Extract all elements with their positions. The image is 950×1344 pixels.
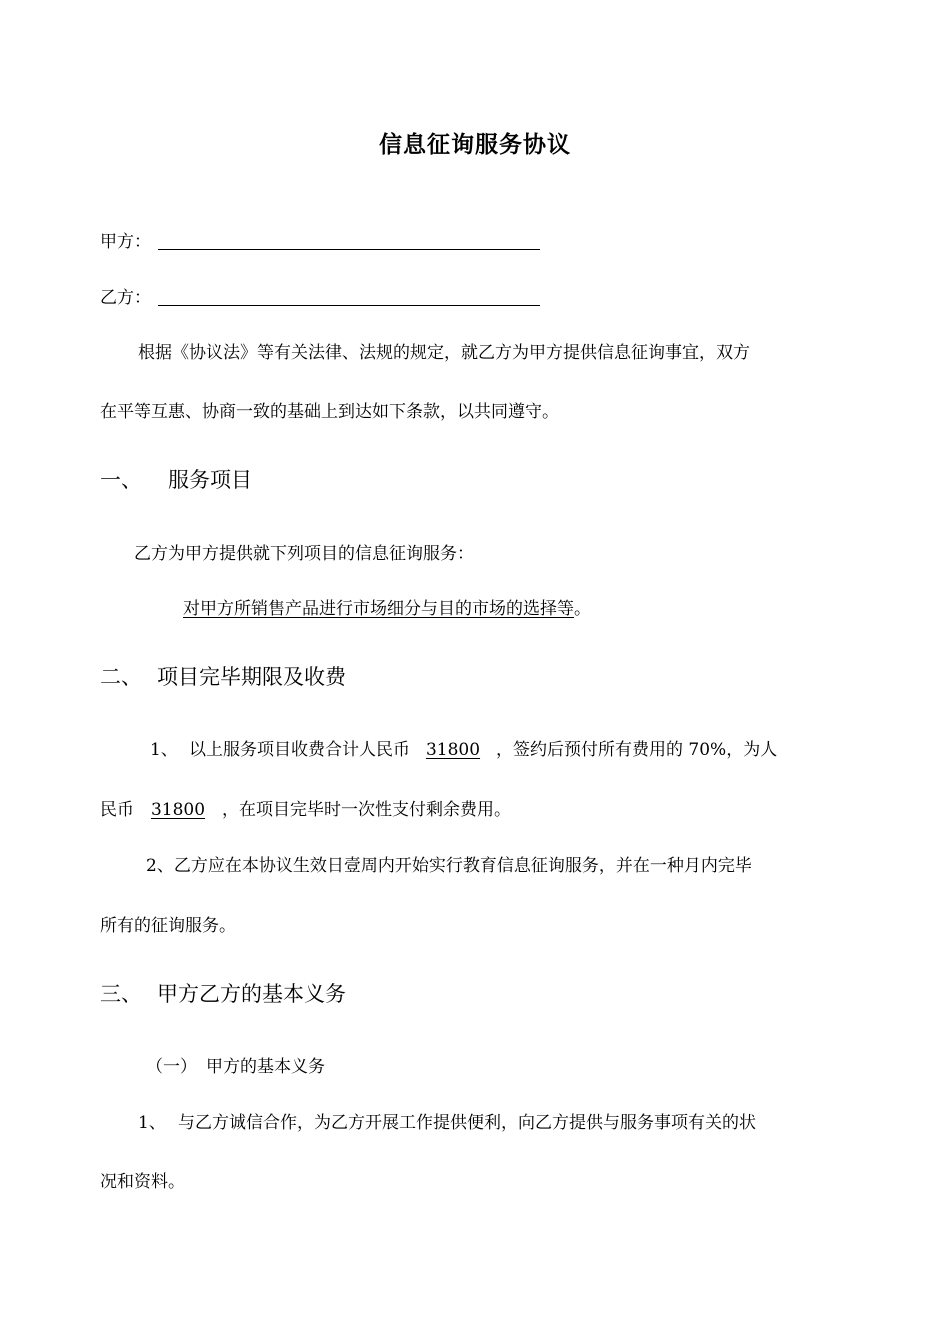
fee-text-c: 民币: [100, 800, 134, 820]
section-3-title: 甲方乙方的基本义务: [157, 982, 346, 1006]
section-2-title: 项目完毕期限及收费: [157, 665, 346, 689]
section-2-clause-2-line-2: 所有的征询服务。: [100, 916, 236, 936]
section-2-clause-1-line-1: [189, 742, 777, 759]
section-3-number: 三、: [100, 982, 142, 1006]
section-2-clause-2-line-1: 2、乙方应在本协议生效日壹周内开始实行教育信息征询服务，并在一种月内完毕: [146, 856, 752, 876]
section-2-clause-1-line-2: [100, 802, 511, 819]
fee-amount-2: 31800: [150, 800, 206, 820]
section-2-clause-1-number: 1、: [150, 740, 178, 760]
subsection-1-clause-1-line-1: 与乙方诚信合作，为乙方开展工作提供便利，向乙方提供与服务事项有关的状: [178, 1113, 756, 1133]
fee-text-b: ，签约后预付所有费用的 70%，为人: [496, 740, 778, 760]
section-1-paragraph: 乙方为甲方提供就下列项目的信息征询服务：: [134, 544, 474, 564]
section-1-number: 一、: [100, 468, 142, 492]
intro-line-1: 根据《协议法》等有关法律、法规的规定，就乙方为甲方提供信息征询事宜，双方: [138, 343, 750, 363]
party-b-blank-line: [158, 305, 540, 306]
subsection-1-clause-1-line-2: 况和资料。: [100, 1172, 185, 1192]
party-a-label: 甲方：: [100, 232, 151, 252]
subsection-1-number: （一）: [146, 1057, 197, 1077]
subsection-1-title: 甲方的基本义务: [206, 1057, 325, 1077]
party-a-blank-line: [158, 249, 540, 250]
section-1-title: 服务项目: [168, 468, 252, 492]
section-2-number: 二、: [100, 665, 142, 689]
intro-line-2: 在平等互惠、协商一致的基础上到达如下条款，以共同遵守。: [100, 402, 559, 422]
section-1-item-text: 对甲方所销售产品进行市场细分与目的市场的选择等: [183, 599, 574, 619]
document-title: 信息征询服务协议: [379, 131, 571, 158]
party-b-label: 乙方：: [100, 288, 151, 308]
fee-text-a: 以上服务项目收费合计人民币: [189, 740, 410, 760]
fee-text-d: ，在项目完毕时一次性支付剩余费用。: [222, 800, 511, 820]
section-1-item-end: 。: [574, 599, 591, 619]
subsection-1-clause-1-number: 1、: [138, 1113, 166, 1133]
fee-amount: 31800: [425, 740, 481, 760]
section-1-item: [183, 601, 591, 618]
